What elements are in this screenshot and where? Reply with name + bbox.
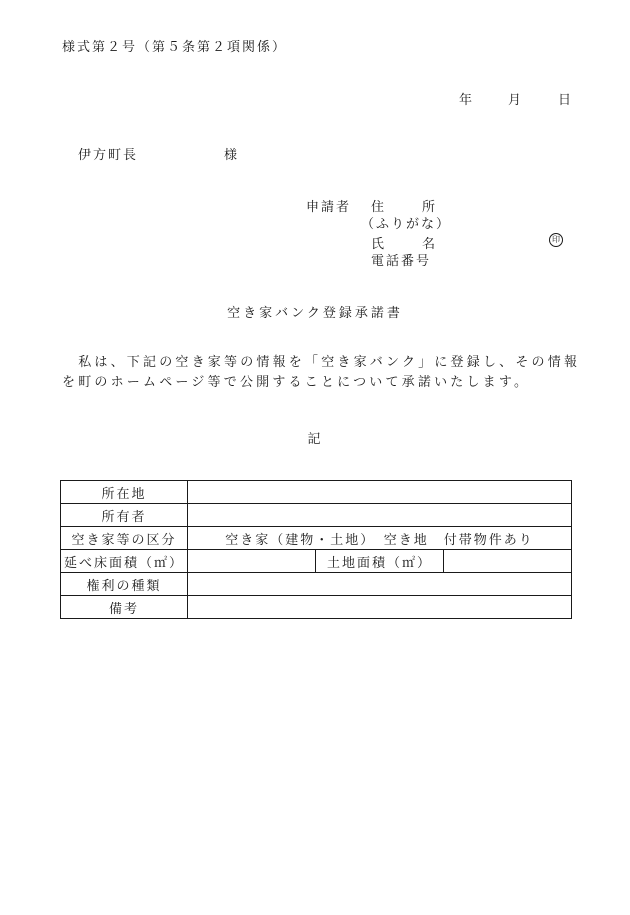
applicant-furigana-label: （ふりがな） [361, 217, 452, 232]
table-row-location [61, 481, 572, 504]
land-area-value-cell [444, 550, 572, 573]
remarks-value-cell [188, 596, 572, 619]
owner-label: 所有者 [61, 504, 188, 527]
date-month: 月 [508, 93, 524, 108]
date-year: 年 [459, 93, 475, 108]
addressee-name: 伊方町長 [78, 148, 139, 163]
table-row-remarks [61, 596, 572, 619]
table-row-area [61, 550, 572, 573]
applicant-address-label-1: 住 [371, 200, 387, 215]
applicant-label: 申請者 [306, 200, 352, 215]
owner-value-cell [188, 504, 572, 527]
floor-area-label: 延べ床面積（㎡） [61, 550, 188, 573]
category-label: 空き家等の区分 [61, 527, 188, 550]
floor-area-value-cell [188, 550, 316, 573]
consent-statement: 私は、下記の空き家等の情報を「空き家バンク」に登録し、その情報を町のホームページ等で公開することについて承諾いたします。 [62, 355, 581, 390]
table-row-owner [61, 504, 572, 527]
applicant-phone-label: 電話番号 [371, 254, 432, 269]
document-title: 空き家バンク登録承諾書 [227, 306, 403, 321]
table-row-rights [61, 573, 572, 596]
location-value-cell [188, 481, 572, 504]
seal-icon: 印 [549, 233, 563, 247]
addressee-honorific: 様 [224, 148, 240, 163]
remarks-label: 備考 [61, 596, 188, 619]
rights-value-cell [188, 573, 572, 596]
location-label: 所在地 [61, 481, 188, 504]
land-area-label: 土地面積（㎡） [316, 550, 444, 573]
table-row-category [61, 527, 572, 550]
property-info-table [60, 480, 572, 619]
form-number: 様式第２号（第５条第２項関係） [62, 40, 288, 55]
ki-heading: 記 [307, 432, 323, 447]
applicant-name-label-2: 名 [422, 237, 438, 252]
applicant-name-label-1: 氏 [371, 237, 387, 252]
date-day: 日 [558, 93, 574, 108]
rights-label: 権利の種類 [61, 573, 188, 596]
category-value: 空き家（建物・土地） 空き地 付帯物件あり [188, 527, 572, 550]
applicant-address-label-2: 所 [422, 200, 438, 215]
